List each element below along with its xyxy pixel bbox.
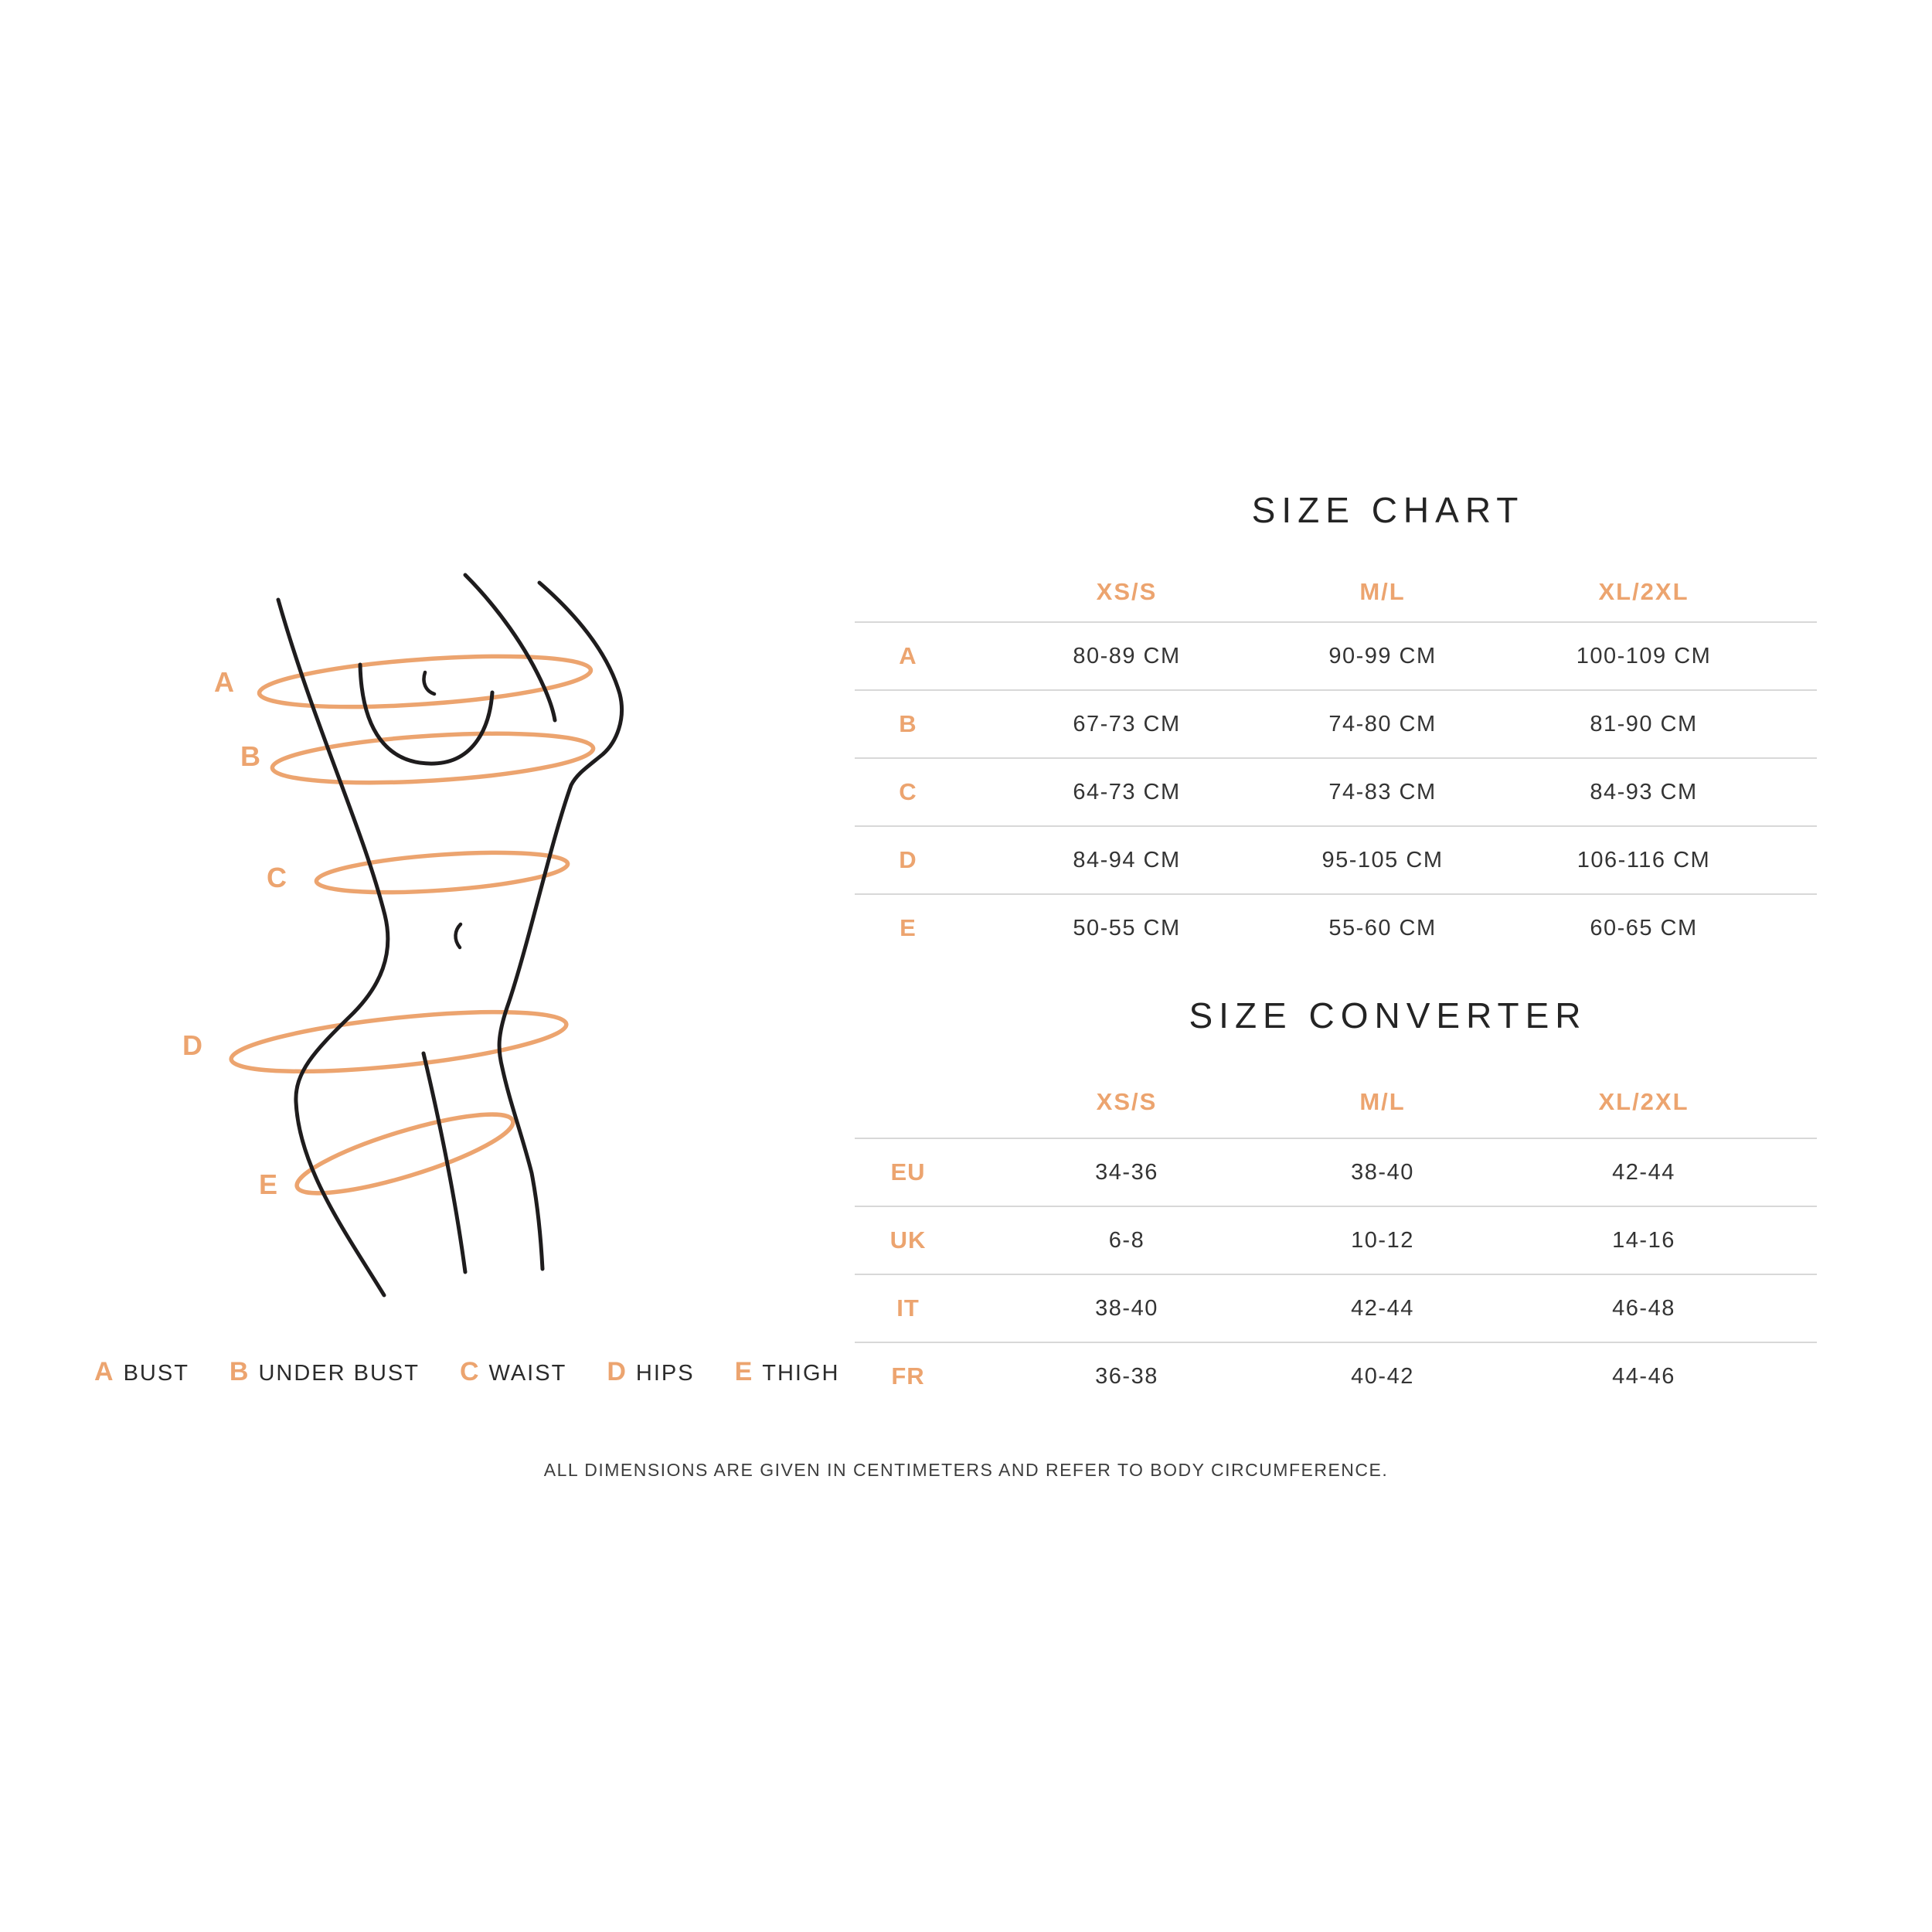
legend-item-bust <box>94 1357 189 1387</box>
cell-value: 38-40 <box>1351 1159 1414 1185</box>
figure-label-bust: A <box>214 666 234 698</box>
size-converter-table <box>855 1138 1817 1410</box>
cell-value: 38-40 <box>1095 1295 1158 1321</box>
table-row <box>855 893 1817 961</box>
row-label: B <box>899 710 917 737</box>
legend-letter: A <box>94 1357 114 1386</box>
size-converter-col-m-l: M/L <box>1359 1088 1406 1115</box>
cell-value: 80-89 CM <box>1073 643 1181 668</box>
cell-value: 100-109 CM <box>1576 643 1712 668</box>
row-label-fr: FR <box>891 1362 925 1389</box>
cell-value: 50-55 CM <box>1073 915 1181 940</box>
cell-value: 84-93 CM <box>1590 779 1698 804</box>
row-label: D <box>899 846 917 873</box>
cell-value: 106-116 CM <box>1577 847 1711 872</box>
cell-value: 84-94 CM <box>1073 847 1181 872</box>
table-row <box>855 689 1817 757</box>
table-row <box>855 1342 1817 1410</box>
figure-label-under-bust: B <box>240 740 260 772</box>
row-label-it: IT <box>896 1294 920 1321</box>
size-chart-col-xs-s: XS/S <box>1096 578 1158 605</box>
cell-value: 55-60 CM <box>1328 915 1437 940</box>
thigh-ellipse <box>291 1100 519 1209</box>
cell-value: 95-105 CM <box>1321 847 1444 872</box>
row-label-uk: UK <box>889 1226 927 1253</box>
size-chart-table <box>855 621 1817 961</box>
cell-value: 14-16 <box>1612 1227 1675 1253</box>
figure-label-thigh: E <box>258 1168 278 1200</box>
row-label: A <box>899 642 917 669</box>
table-row <box>855 1206 1817 1274</box>
size-converter-title: SIZE CONVERTER <box>1189 995 1587 1036</box>
table-row <box>855 621 1817 689</box>
cell-value: 67-73 CM <box>1073 711 1181 736</box>
cell-value: 74-83 CM <box>1328 779 1437 804</box>
table-row <box>855 757 1817 825</box>
cell-value: 42-44 <box>1351 1295 1414 1321</box>
table-row <box>855 825 1817 893</box>
cell-value: 90-99 CM <box>1328 643 1437 668</box>
legend-letter: B <box>229 1357 249 1386</box>
legend-item-thigh <box>735 1357 840 1387</box>
measurement-legend <box>94 1357 839 1387</box>
cell-value: 60-65 CM <box>1590 915 1698 940</box>
size-converter-header <box>855 1079 1817 1125</box>
legend-label: BUST <box>123 1361 189 1386</box>
size-chart-col-xl-2xl: XL/2XL <box>1598 578 1689 605</box>
table-row <box>855 1274 1817 1342</box>
table-row <box>855 1138 1817 1206</box>
legend-letter: D <box>607 1357 626 1386</box>
cell-value: 74-80 CM <box>1328 711 1437 736</box>
legend-label: WAIST <box>488 1361 567 1386</box>
cell-value: 34-36 <box>1095 1159 1158 1185</box>
figure-label-hips: D <box>182 1029 202 1061</box>
dimensions-note: ALL DIMENSIONS ARE GIVEN IN CENTIMETERS AND REFER TO BODY CIRCUMFERENCE. <box>543 1460 1389 1480</box>
under-bust-ellipse <box>271 726 595 790</box>
size-chart-header <box>855 569 1817 615</box>
size-converter-col-xl-2xl: XL/2XL <box>1598 1088 1689 1115</box>
legend-item-under-bust <box>230 1357 420 1387</box>
size-chart-col-m-l: M/L <box>1359 578 1406 605</box>
row-label: E <box>900 914 917 941</box>
legend-letter: E <box>734 1357 753 1386</box>
hips-ellipse <box>229 1000 569 1083</box>
cell-value: 46-48 <box>1612 1295 1675 1321</box>
legend-item-hips <box>607 1357 694 1387</box>
cell-value: 81-90 CM <box>1590 711 1698 736</box>
cell-value: 44-46 <box>1612 1363 1675 1389</box>
body-measurement-figure <box>116 555 657 1328</box>
cell-value: 36-38 <box>1095 1363 1158 1389</box>
legend-item-waist <box>460 1357 566 1387</box>
figure-label-waist: C <box>267 862 287 893</box>
legend-label: UNDER BUST <box>258 1361 420 1386</box>
legend-label: THIGH <box>762 1361 840 1386</box>
cell-value: 64-73 CM <box>1073 779 1181 804</box>
size-chart-title: SIZE CHART <box>1251 490 1525 530</box>
cell-value: 6-8 <box>1108 1227 1145 1253</box>
row-label: C <box>899 778 917 805</box>
row-label-eu: EU <box>890 1158 926 1185</box>
legend-letter: C <box>459 1357 479 1386</box>
size-converter-col-xs-s: XS/S <box>1096 1088 1158 1115</box>
cell-value: 10-12 <box>1351 1227 1414 1253</box>
legend-label: HIPS <box>635 1361 695 1386</box>
cell-value: 42-44 <box>1612 1159 1675 1185</box>
waist-ellipse <box>315 846 569 900</box>
cell-value: 40-42 <box>1351 1363 1414 1389</box>
